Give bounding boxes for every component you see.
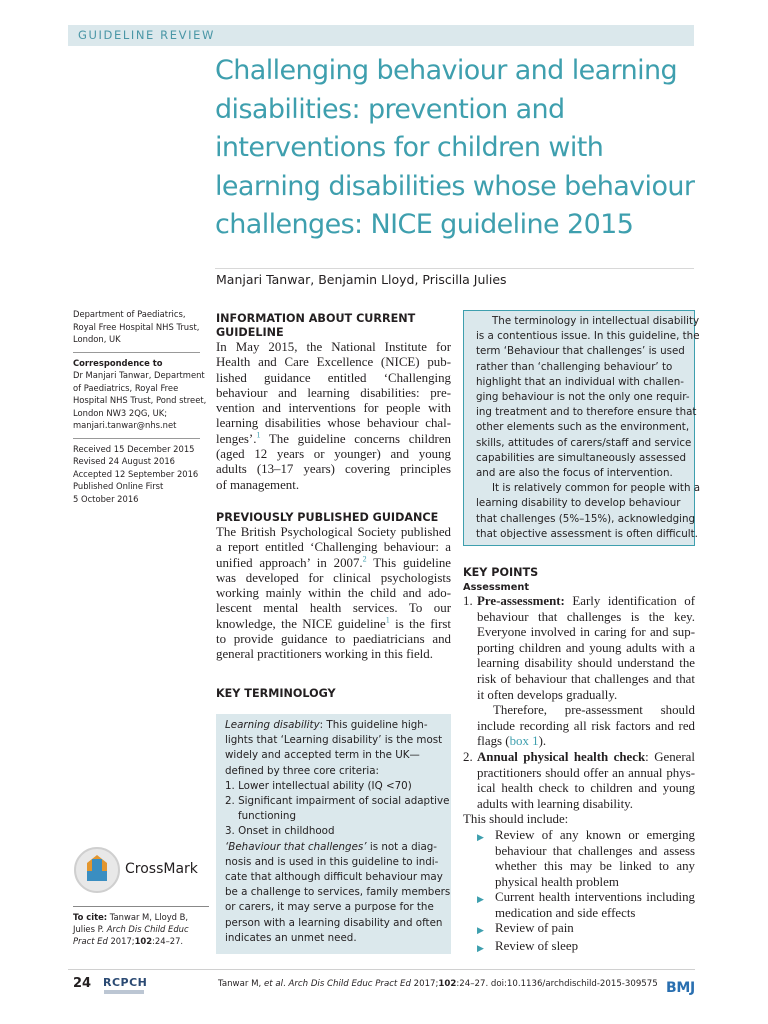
text-line: This should include: (463, 812, 569, 827)
triangle-bullet-icon: ▶ (477, 943, 484, 954)
text-span: unified approach’ in 2007. (216, 555, 363, 570)
to-cite (73, 906, 209, 948)
item-term: Pre-assessment: (477, 594, 565, 608)
spacer (216, 493, 451, 511)
text-span: Early identification of (564, 594, 695, 608)
text-line: widely and accepted term in the UK— (225, 749, 420, 762)
text-line: is a contentious issue. In this guideline, the (476, 330, 700, 343)
text-line: to provide guidance to paediatricians and (216, 632, 451, 647)
reference-link[interactable]: 1 (385, 615, 390, 625)
spacer (216, 663, 451, 687)
text-line: lights that ‘Learning disability’ is the most (225, 734, 443, 747)
info-paragraph (216, 340, 451, 493)
box-link[interactable]: box 1 (509, 734, 539, 749)
criteria-item: 2. Significant impairment of social adaptive (225, 795, 450, 808)
item-term: Annual physical health check (477, 749, 646, 764)
text-line: skills, attitudes of carers/staff and service (476, 436, 692, 449)
bullet-item (463, 828, 695, 890)
authors: Manjari Tanwar, Benjamin Lloyd, Priscilla Julies (216, 272, 507, 287)
triangle-bullet-icon: ▶ (477, 831, 484, 842)
text-line: The terminology in intellectual disability (492, 315, 700, 327)
affiliation-line: London, UK (73, 334, 121, 344)
terminology-note-box (463, 310, 701, 546)
text-span: Tanwar M, (218, 979, 264, 989)
text-line: Everyone involved in caring for and sup- (477, 625, 695, 640)
text-line: general practitioners working in this field. (216, 647, 433, 662)
text-line: rather than ‘challenging behaviour’ to (476, 360, 673, 373)
text-line: that challenges (5%–15%), acknowledging (476, 512, 696, 525)
text-line: nosis and is used in this guideline to indi- (225, 855, 439, 868)
text-span: . (283, 979, 289, 989)
text-line: adults with learning disability. (477, 796, 633, 811)
text-line: whether this may be linked to any (495, 859, 695, 874)
text-line: lescent mental health services. To our (216, 601, 451, 616)
doi-link[interactable]: :24–27. doi:10.1136/archdischild-2015-309575 (456, 979, 658, 989)
date-accepted: Accepted 12 September 2016 (73, 468, 199, 479)
correspondence-line: of Paediatrics, Royal Free (73, 382, 179, 393)
journal-name: Arch Dis Child Educ Pract Ed (288, 979, 411, 989)
title-line: Challenging behaviour and learning (215, 55, 678, 86)
text-line: risk of behaviour that challenges and that (477, 671, 695, 686)
affiliation-line: Department of Paediatrics, (73, 309, 186, 319)
rcpch-logo: RCPCH (103, 976, 148, 989)
text-line: working mainly within the child and ado- (216, 586, 451, 601)
bullet-item (463, 890, 695, 921)
text-line: defined by three core criteria: (225, 764, 380, 777)
reference-link[interactable]: 1 (256, 430, 261, 440)
text-line: (aged 12 years or younger) and young (216, 447, 451, 462)
section-label: GUIDELINE REVIEW (78, 28, 215, 42)
text-line: learning disability to develop behaviour (476, 497, 681, 510)
text-line: It is relatively common for people with a (492, 482, 701, 495)
text-line: ging behaviour is not the only one requir- (476, 391, 690, 404)
text-line: ing treatment and to therefore ensure that (476, 406, 697, 419)
affiliation (73, 308, 213, 346)
text-line: person with a learning disability and often (225, 916, 443, 929)
date-received: Received 15 December 2015 (73, 443, 195, 454)
text-line: Health and Care Excellence (NICE) pub- (216, 355, 451, 370)
section-band (68, 25, 694, 46)
page-number: 24 (73, 976, 92, 991)
to-cite-text: Tanwar M, Lloyd B, (107, 912, 189, 922)
text-line: ical health check to children and young (477, 781, 695, 796)
crossmark-label: CrossMark (125, 861, 198, 877)
key-points (463, 566, 695, 957)
text-line: lished guidance entitled ‘Challenging (216, 370, 451, 385)
bullet-item (463, 921, 695, 939)
to-cite-year: 2017; (107, 936, 135, 947)
list-item (463, 594, 695, 750)
text-line: indicates an unmet need. (225, 931, 357, 944)
date-published-label: Published Online First (73, 481, 164, 491)
text-line: Current health interventions including (495, 890, 695, 905)
text-line: cate that although difficult behaviour may (225, 871, 443, 884)
to-cite-journal: Pract Ed (73, 936, 108, 947)
text-line: In May 2015, the National Institute for (216, 340, 451, 354)
text-line: or carers, it may serve a purpose for the (225, 901, 434, 914)
text-span: : This guideline high- (319, 719, 428, 731)
text-line: other elements such as the environment, (476, 421, 690, 434)
text-span: knowledge, the NICE guideline (216, 616, 386, 631)
bmj-logo: BMJ (666, 980, 695, 996)
text-span: 2017; (410, 979, 439, 989)
correspondence (73, 369, 213, 432)
title-line: interventions for children with (215, 132, 604, 163)
article-title (215, 52, 715, 245)
text-span: flags ( (477, 734, 510, 749)
middle-column (216, 312, 451, 701)
sidebar (73, 308, 213, 505)
email-link[interactable]: manjari.tanwar@nhs.net (73, 420, 177, 430)
text-line: term ‘Behaviour that challenges’ is used (476, 345, 685, 358)
divider (73, 352, 200, 353)
text-line: learning disabilities whose behaviour chal- (216, 416, 451, 431)
text-line: be a challenge to services, family members (225, 886, 451, 899)
text-line: Review of any known or emerging (495, 827, 695, 842)
text-line: and are also the focus of intervention. (476, 467, 673, 480)
text-line: was developed for clinical psychologists (216, 570, 451, 585)
item-number: 1. (463, 594, 473, 608)
text-span: is not a diag- (366, 840, 438, 853)
term-learning-disability: Learning disability (225, 719, 320, 731)
volume: 102 (438, 979, 457, 989)
text-span: lenges’. (216, 431, 257, 446)
text-line: include recording all risk factors and red (477, 718, 695, 733)
item-number: 2. (463, 749, 473, 764)
crossmark-icon (73, 845, 121, 895)
reference-link[interactable]: 2 (362, 554, 367, 564)
correspondence-heading: Correspondence to (73, 357, 163, 368)
text-line: that objective assessment is often difficult. (476, 527, 698, 540)
text-line: Review of sleep (495, 939, 579, 954)
term-heading: KEY TERMINOLOGY (216, 686, 336, 700)
dates (73, 443, 213, 506)
text-line: capabilities are simultaneously assessed (476, 451, 686, 464)
text-line (216, 432, 451, 447)
text-line: The British Psychological Society published (216, 524, 451, 539)
text-line: learning disability should understand the (477, 656, 695, 671)
correspondence-line: Dr Manjari Tanwar, Department (73, 370, 205, 380)
bullet-item (463, 939, 695, 957)
crossmark-badge[interactable] (73, 845, 203, 895)
text-span: : General (645, 749, 695, 764)
divider (73, 438, 200, 439)
term-behaviour-challenges: ‘Behaviour that challenges’ (225, 840, 367, 853)
text-line: behaviour and learning disabilities: pre- (216, 385, 451, 400)
text-span: et al (263, 979, 284, 989)
correspondence-line: London NW3 2QG, UK; (73, 407, 168, 418)
title-line: learning disabilities whose behaviour (215, 170, 695, 202)
correspondence-line: Hospital NHS Trust, Pond street, (73, 395, 207, 405)
info-heading: GUIDELINE (216, 326, 284, 339)
title-line: challenges: NICE guideline 2015 (215, 209, 634, 240)
triangle-bullet-icon: ▶ (477, 894, 484, 905)
criteria-item: 3. Onset in childhood (225, 825, 335, 838)
affiliation-line: Royal Free Hospital NHS Trust, (73, 321, 200, 332)
criteria-item: functioning (238, 810, 296, 823)
to-cite-journal: Arch Dis Child Educ (106, 924, 189, 935)
text-line: a report entitled ‘Challenging behaviour: a (216, 540, 451, 555)
key-points-list (463, 594, 695, 957)
text-line: vention and interventions for people with (216, 401, 451, 416)
divider (215, 268, 694, 269)
date-revised: Revised 24 August 2016 (73, 456, 175, 466)
text-line: behaviour that challenges is the key. (477, 609, 695, 624)
list-item (463, 750, 695, 812)
assessment-subheading: Assessment (463, 582, 530, 593)
rcpch-logo-subtitle (104, 990, 144, 994)
prev-paragraph (216, 525, 451, 663)
to-cite-pages: :24–27. (152, 936, 184, 947)
title-line: disabilities: prevention and (215, 93, 565, 125)
date-published: 5 October 2016 (73, 493, 139, 504)
key-terminology-box (216, 714, 451, 954)
text-line: highlight that an individual with challen- (476, 375, 684, 388)
text-line: behaviour that challenges and assess (495, 843, 695, 858)
text-line: porting children and young adults with a (477, 640, 695, 655)
text-span: The guideline concerns children (260, 431, 451, 446)
prev-heading: PREVIOUSLY PUBLISHED GUIDANCE (216, 510, 439, 524)
text-line (216, 556, 451, 571)
text-span: is the first (389, 616, 451, 631)
text-line (216, 617, 451, 632)
to-cite-text: Julies P. (73, 924, 107, 935)
text-line: Review of pain (495, 921, 574, 936)
to-cite-volume: 102 (134, 936, 153, 947)
key-points-heading: KEY POINTS (463, 566, 539, 579)
triangle-bullet-icon: ▶ (477, 925, 484, 936)
text-line: Therefore, pre-assessment should (493, 703, 695, 718)
text-span: This guideline (366, 555, 451, 570)
text-line: it often develops gradually. (477, 687, 618, 702)
footer-citation (218, 979, 658, 989)
text-line: practitioners should offer an annual phys- (477, 765, 695, 780)
text-line: physical health problem (495, 874, 619, 889)
text-line: of management. (216, 477, 300, 492)
text-line: medication and side effects (495, 905, 636, 920)
footer-divider (68, 969, 695, 970)
to-cite-label: To cite: (73, 912, 108, 922)
text-span: ). (538, 734, 547, 749)
criteria-item: 1. Lower intellectual ability (IQ <70) (225, 779, 412, 792)
info-heading: INFORMATION ABOUT CURRENT (216, 312, 416, 325)
text-line: adults (13–17 years) covering principles (216, 462, 451, 477)
